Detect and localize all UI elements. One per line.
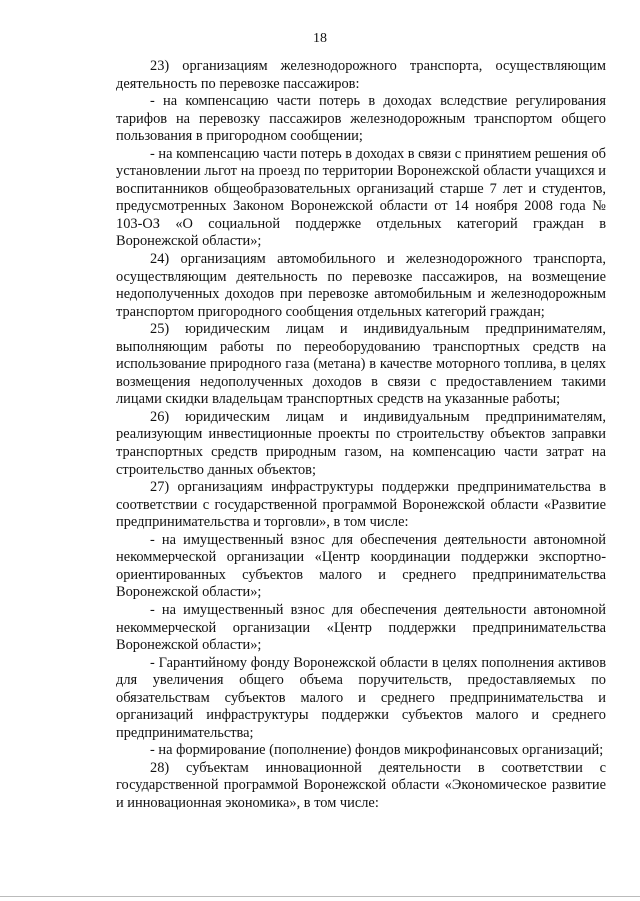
paragraph-23-item-tariff-compensation: - на компенсацию части потерь в доходах вследствие регулирования тарифов на перевозку пассажиров железнодорожным транспортом общего пользования в пригородном сообщении; xyxy=(116,93,606,145)
paragraph-27-item-guarantee-fund: - Гарантийному фонду Воронежской области в целях пополнения активов для увеличения общего объема поручительств, предоставляемых по обязательствам субъектов малого и среднего предпринимательства и организаций инфраструктуры поддержки субъектов малого и среднего предпринимательства; xyxy=(116,654,606,741)
page-bottom-edge xyxy=(0,896,640,897)
paragraph-26: 26) юридическим лицам и индивидуальным предпринимателям, реализующим инвестиционные проекты по строительству объектов заправки транспортных средств природным газом, на компенсацию части затрат на строительство данных объектов; xyxy=(116,408,606,478)
paragraph-27: 27) организациям инфраструктуры поддержки предпринимательства в соответствии с государственной программой Воронежской области «Развитие предпринимательства и торговли», в том числе: xyxy=(116,479,606,531)
paragraph-27-item-business-center: - на имущественный взнос для обеспечения деятельности автономной некоммерческой организации «Центр поддержки предпринимательства Воронежской области»; xyxy=(116,601,606,654)
paragraph-27-item-export-center: - на имущественный взнос для обеспечения деятельности автономной некоммерческой организации «Центр координации поддержки экспортно-ориентированных субъектов малого и среднего предпринимательства Воронежской области»; xyxy=(116,531,606,601)
paragraph-23-item-student-benefits: - на компенсацию части потерь в доходах в связи с принятием решения об установлении льгот на проезд по территории Воронежской области учащихся и воспитанников общеобразовательных организаций старше 7 лет и студентов, предусмотренных Законом Воронежской области от 14 ноября 2008 года № 103-ОЗ «О социальной поддержке отдельных категорий граждан в Воронежской области»; xyxy=(116,145,606,250)
document-body xyxy=(116,58,606,813)
paragraph-25: 25) юридическим лицам и индивидуальным предпринимателям, выполняющим работы по переоборудованию транспортных средств на использование природного газа (метана) в качестве моторного топлива, в целях возмещения недополученных доходов в связи с предоставлением такими лицами скидки владельцам транспортных средств на указанные работы; xyxy=(116,321,606,408)
paragraph-28: 28) субъектам инновационной деятельности в соответствии с государственной программой Воронежской области «Экономическое развитие и инновационная экономика», в том числе: xyxy=(116,759,606,811)
paragraph-23: 23) организациям железнодорожного транспорта, осуществляющим деятельность по перевозке пассажиров: xyxy=(116,58,606,92)
paragraph-27-item-microfinance: - на формирование (пополнение) фондов микрофинансовых организаций; xyxy=(150,742,604,759)
page-number: 18 xyxy=(313,31,327,46)
paragraph-24: 24) организациям автомобильного и железнодорожного транспорта, осуществляющим деятельность по перевозке пассажиров, на возмещение недополученных доходов при перевозке автомобильным и железнодорожным транспортом пригородного сообщения отдельных категорий граждан; xyxy=(116,251,606,320)
